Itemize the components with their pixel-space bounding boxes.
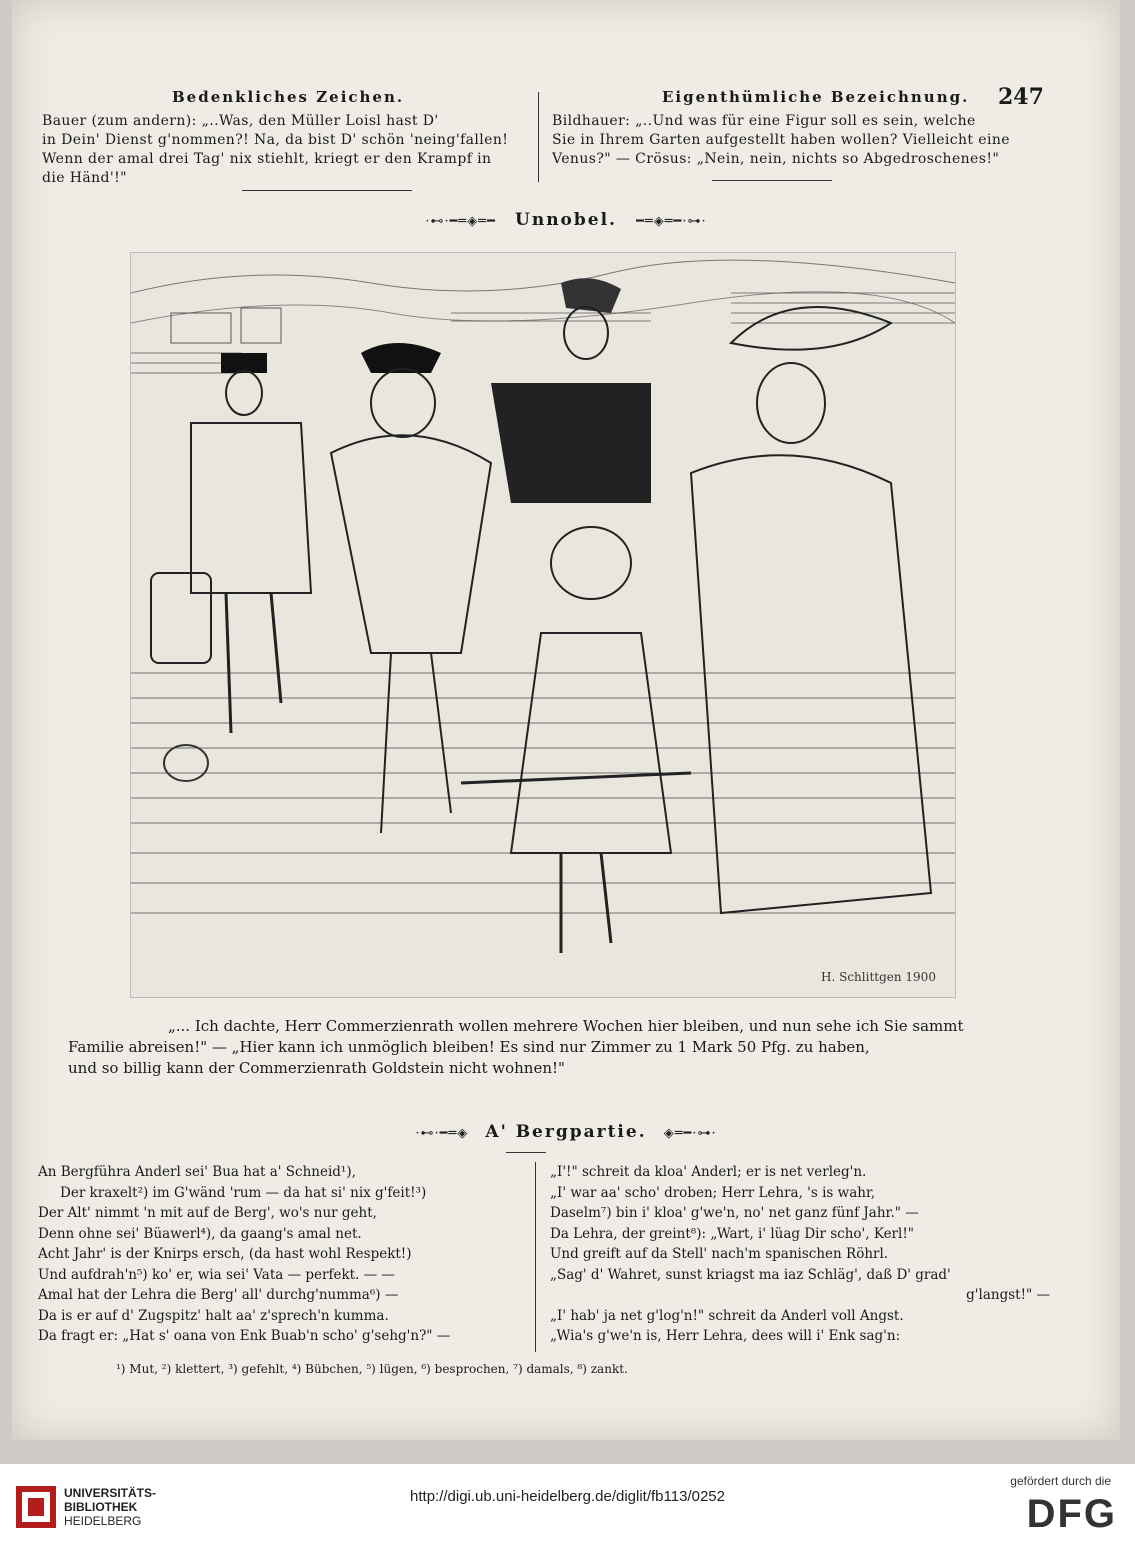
section-title-row (12, 210, 1120, 230)
poem-line: Acht Jahr' is der Knirps ersch, (da hast wohl Respekt!) (38, 1246, 412, 1262)
right-separator (712, 180, 832, 181)
left-heading: Bedenkliches Zeichen. (172, 88, 405, 106)
funding-note: gefördert durch die (1010, 1474, 1111, 1488)
text-line: Bildhauer: „..Und was für eine Figur soll es sein, welche (552, 113, 976, 129)
text-line: Sie in Ihrem Garten aufgestellt haben wollen? Vielleicht eine (552, 132, 1010, 148)
right-heading: Eigenthümliche Bezeichnung. (662, 88, 970, 106)
poem-line: g'langst!" — (966, 1287, 1050, 1303)
poem-line: Da fragt er: „Hat s' oana von Enk Buab'n scho' g'sehg'n?" — (38, 1328, 451, 1344)
poem-line: Amal hat der Lehra die Berg' all' durchg'numma⁶) — (38, 1287, 399, 1303)
library-line: HEIDELBERG (64, 1514, 142, 1528)
poem-line: „Wia's g'we'n is, Herr Lehra, dees will i' Enk sag'n: (550, 1328, 901, 1344)
section-title-unnobel: Unnobel. (515, 210, 617, 230)
poem-line: Da Lehra, der greint⁸): „Wart, i' lüag Dir scho', Kerl!" (550, 1225, 914, 1242)
poem-line: „Sag' d' Wahret, sunst kriagst ma iaz Schläg', daß D' grad' (550, 1266, 951, 1283)
digitization-footer (0, 1464, 1135, 1548)
poem-line: „I' hab' ja net g'log'n!" schreit da Anderl voll Angst. (550, 1307, 904, 1324)
poem-left-column (38, 1162, 528, 1347)
dfg-logo: DFG (1026, 1492, 1117, 1536)
cartoon-illustration (130, 252, 956, 998)
right-column-text (552, 112, 1040, 169)
caption-line: und so billig kann der Commerzienrath Goldstein nicht wohnen!" (68, 1059, 565, 1077)
source-url-link[interactable]: http://digi.ub.uni-heidelberg.de/diglit/fb113/0252 (410, 1488, 725, 1505)
caption-line: „... Ich dachte, Herr Commerzienrath wollen mehrere Wochen hier bleiben, und nun sehe ich Sie sammt (168, 1017, 964, 1035)
poem-line: Und aufdrah'n⁵) ko' er, wia sei' Vata — perfekt. — — (38, 1266, 395, 1283)
text-line: in Dein' Dienst g'nommen?! Na, da bist D' schön 'neing'fallen! (42, 132, 509, 148)
left-column-text (42, 112, 532, 188)
section-title-bergpartie: A' Bergpartie. (485, 1122, 647, 1142)
section-title-row (12, 1122, 1120, 1142)
page (12, 0, 1120, 1440)
poem-line: „I' war aa' scho' droben; Herr Lehra, 's is wahr, (550, 1184, 876, 1201)
cartoon-caption (68, 1016, 1048, 1079)
column-divider (538, 92, 539, 182)
ornament-left: ·⊷·━═◈ (415, 1126, 469, 1141)
poem-line: Daselm⁷) bin i' kloa' g'we'n, no' net ganz fünf Jahr." — (550, 1205, 919, 1221)
poem-line: Und greift auf da Stell' nach'm spanischen Röhrl. (550, 1246, 889, 1262)
poem-divider (535, 1162, 536, 1352)
text-line: die Händ'!" (42, 170, 128, 186)
poem-line: „I'!" schreit da kloa' Anderl; er is net verleg'n. (550, 1164, 867, 1180)
text-line: Wenn der amal drei Tag' nix stiehlt, kriegt er den Krampf in (42, 151, 492, 167)
text-line: Bauer (zum andern): „..Was, den Müller Loisl hast D' (42, 113, 439, 129)
page-number: 247 (998, 84, 1044, 110)
ornament-right: ◈═━·⊶· (663, 1126, 717, 1141)
poem-line: Der Alt' nimmt 'n mit auf de Berg', wo's nur geht, (38, 1205, 377, 1221)
poem-line: Da is er auf d' Zugspitz' halt aa' z'sprech'n kumma. (38, 1307, 389, 1324)
poem-line: An Bergführa Anderl sei' Bua hat a' Schneid¹), (38, 1164, 356, 1180)
illustration-signature: H. Schlittgen 1900 (821, 970, 936, 984)
poem-right-column (550, 1162, 1050, 1347)
poem-line: Der kraxelt²) im G'wänd 'rum — da hat si' nix g'feit!³) (60, 1184, 427, 1201)
footnotes: ¹) Mut, ²) klettert, ³) gefehlt, ⁴) Bübchen, ⁵) lügen, ⁶) besprochen, ⁷) damals, ⁸) zankt. (116, 1362, 628, 1376)
ornament-left: ·⊷·━═◈═━ (425, 214, 496, 229)
library-line: BIBLIOTHEK (64, 1500, 138, 1514)
title-underline (506, 1152, 546, 1153)
text-line: Venus?" — Crösus: „Nein, nein, nichts so Abgedroschenes!" (552, 151, 1000, 167)
left-separator (242, 190, 412, 191)
library-line: UNIVERSITÄTS- (64, 1486, 157, 1500)
ornament-right: ━═◈═━·⊶· (636, 214, 707, 229)
illustration-drawing (131, 253, 955, 997)
poem-line: Denn ohne sei' Büawerl⁴), da gaang's amal net. (38, 1225, 362, 1242)
caption-line: Familie abreisen!" — „Hier kann ich unmöglich bleiben! Es sind nur Zimmer zu 1 Mark 50 Pfg. zu haben, (68, 1038, 870, 1056)
